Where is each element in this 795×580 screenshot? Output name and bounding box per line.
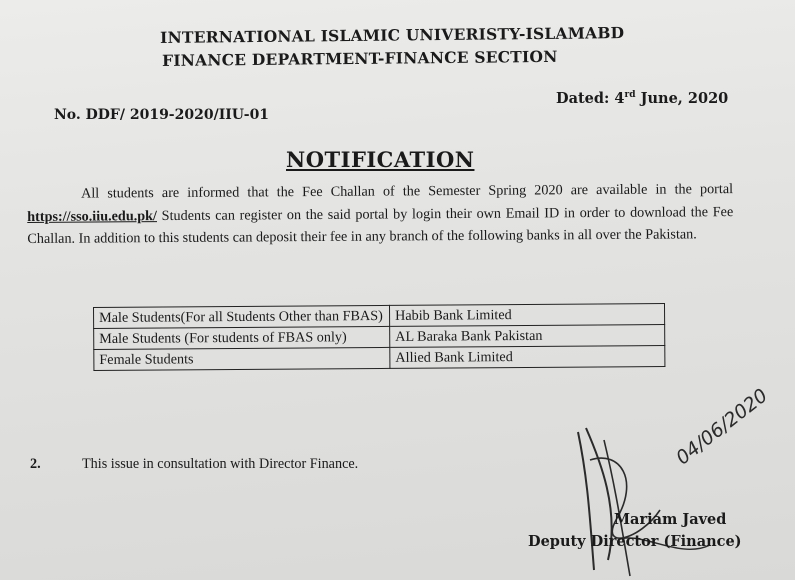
page-title: NOTIFICATION bbox=[286, 147, 475, 172]
signature-scribble bbox=[560, 420, 790, 580]
table-cell-bank: Habib Bank Limited bbox=[389, 304, 664, 327]
item-2 bbox=[30, 456, 358, 473]
date-line bbox=[556, 90, 728, 107]
banks-table bbox=[93, 303, 665, 371]
portal-link[interactable]: https://sso.iiu.edu.pk/ bbox=[27, 207, 158, 225]
university-name-heading: INTERNATIONAL ISLAMIC UNIVERISTY-ISLAMABD bbox=[160, 23, 625, 47]
table-cell-bank: AL Baraka Bank Pakistan bbox=[390, 325, 665, 348]
table-cell-category: Male Students(For all Students Other than FBAS) bbox=[94, 305, 390, 328]
table-row bbox=[94, 346, 665, 371]
department-heading: FINANCE DEPARTMENT-FINANCE SECTION bbox=[162, 46, 558, 70]
paragraph-text-1: All students are informed that the Fee Challan of the Semester Spring 2020 are available in the portal bbox=[81, 181, 734, 202]
handwritten-date: 04/06/2020 bbox=[672, 384, 772, 470]
date-prefix: Dated: 4 bbox=[556, 90, 625, 107]
item-number: 2. bbox=[30, 456, 41, 472]
paragraph-text-2: Students can register on the said portal by login their own Email ID in order to download the Fee Challan. In addition to this students can deposit their fee in any branch of the following banks in all over the Pakistan. bbox=[27, 203, 734, 247]
date-rest: June, 2020 bbox=[635, 90, 729, 107]
table-cell-bank: Allied Bank Limited bbox=[390, 346, 665, 369]
table-cell-category: Female Students bbox=[94, 347, 390, 370]
item-text: This issue in consultation with Director Finance. bbox=[82, 456, 359, 472]
reference-number: No. DDF/ 2019-2020/IIU-01 bbox=[54, 107, 270, 123]
signatory-name: Mariam Javed bbox=[614, 511, 727, 528]
notification-paragraph bbox=[27, 178, 733, 250]
date-ordinal: rd bbox=[624, 90, 636, 101]
signatory-designation: Deputy Director (Finance) bbox=[528, 533, 742, 550]
table-cell-category: Male Students (For students of FBAS only) bbox=[94, 326, 390, 349]
